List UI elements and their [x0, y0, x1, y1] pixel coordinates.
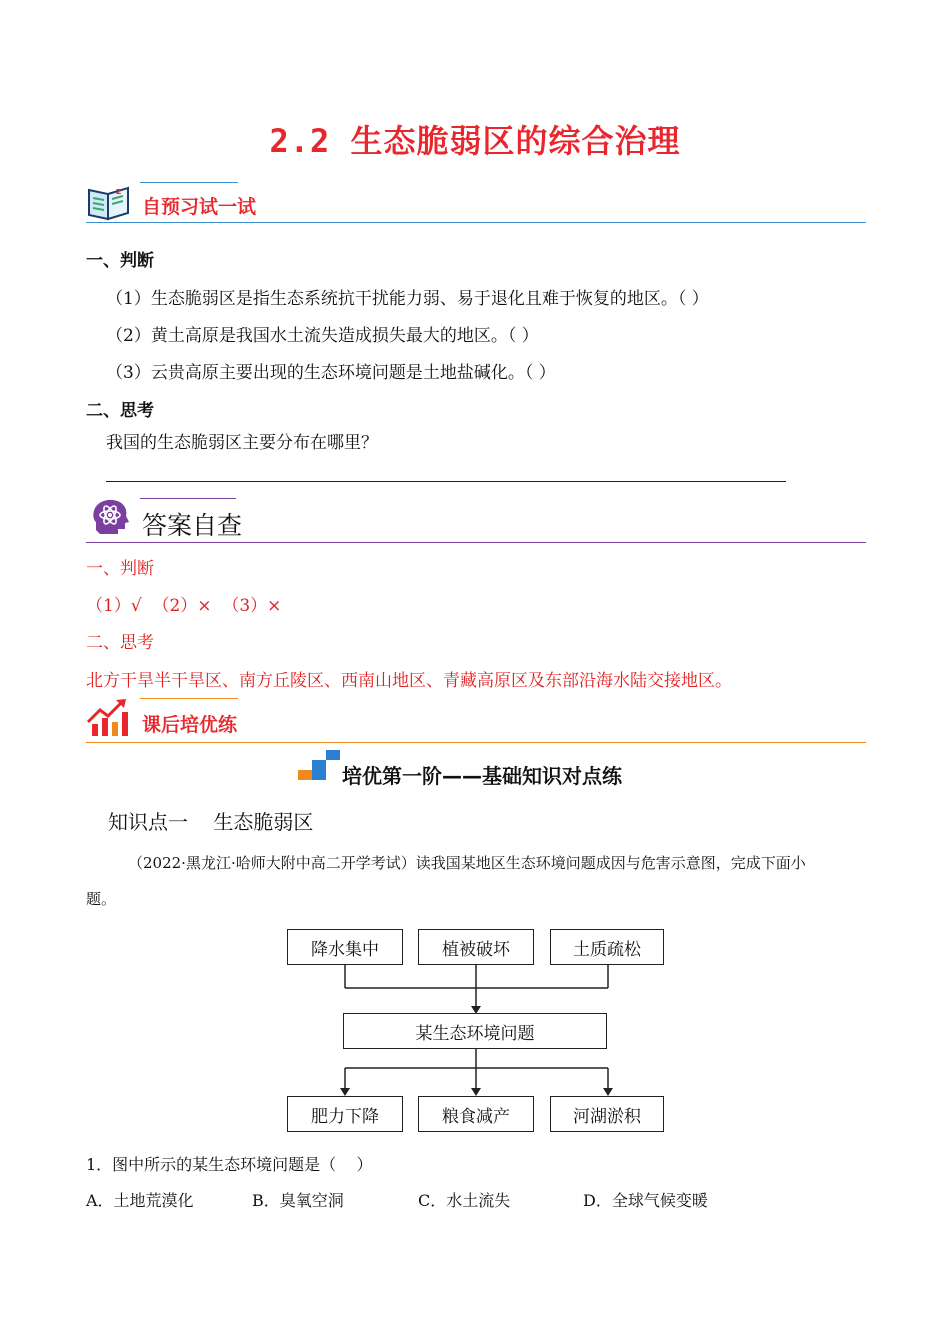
preview-item-2: （2）黄土高原是我国水土流失造成损失最大的地区。（ ）	[106, 326, 539, 346]
preview-heading: 自预习试一试	[142, 196, 257, 218]
preview-part2-label: 二、思考	[86, 401, 154, 421]
option-c[interactable]: C．水土流失	[418, 1191, 511, 1210]
cause-box-2: 植被破坏	[418, 929, 534, 965]
preview-divider	[86, 222, 866, 223]
preview-item-1: （1）生态脆弱区是指生态系统抗干扰能力弱、易于退化且难于恢复的地区。（ ）	[106, 289, 709, 309]
stage-title: 培优第一阶——基础知识对点练	[342, 764, 622, 788]
stairs-icon	[298, 750, 340, 782]
preview-question: 我国的生态脆弱区主要分布在哪里？	[106, 433, 378, 453]
preview-part1-label: 一、判断	[86, 251, 154, 271]
answer-text: 北方干旱半干旱区、南方丘陵区、西南山地区、青藏高原区及东部沿海水陆交接地区。	[86, 671, 732, 691]
source-line-1: （2022·黑龙江·哈师大附中高二开学考试）读我国某地区生态环境问题成因与危害示意图，完成下面小	[128, 854, 806, 872]
preview-top-line	[140, 182, 238, 183]
svg-text:z: z	[116, 187, 122, 197]
source-line-2: 题。	[86, 890, 117, 908]
answer-top-line	[140, 498, 236, 499]
preview-item-3: （3）云贵高原主要出现的生态环境问题是土地盐碱化。（ ）	[106, 363, 556, 383]
answer-part1-label: 一、判断	[86, 559, 154, 579]
answer-heading: 答案自查	[142, 511, 243, 540]
option-a[interactable]: A．土地荒漠化	[86, 1191, 194, 1210]
question-1: 1．图中所示的某生态环境问题是（ ）	[86, 1155, 373, 1174]
knowledge-point: 知识点一 生态脆弱区	[108, 810, 314, 834]
effect-box-2: 粮食减产	[418, 1096, 534, 1132]
answer-judgements: （1）√ （2）× （3）×	[86, 596, 282, 616]
growth-chart-icon	[86, 696, 130, 738]
answer-part2-label: 二、思考	[86, 633, 154, 653]
practice-top-line	[140, 698, 238, 699]
practice-divider	[86, 742, 866, 743]
option-d[interactable]: D．全球气候变暖	[583, 1191, 708, 1210]
page-title: 2.2 生态脆弱区的综合治理	[269, 122, 681, 160]
answer-blank-line[interactable]	[106, 481, 786, 482]
answer-divider	[86, 542, 866, 543]
center-problem-box: 某生态环境问题	[343, 1013, 607, 1049]
practice-heading: 课后培优练	[142, 714, 238, 736]
option-b[interactable]: B．臭氧空洞	[252, 1191, 344, 1210]
cause-box-1: 降水集中	[287, 929, 403, 965]
book-icon	[86, 182, 132, 222]
effect-box-1: 肥力下降	[287, 1096, 403, 1132]
effect-box-3: 河湖淤积	[550, 1096, 664, 1132]
brain-atom-icon	[88, 494, 132, 538]
cause-box-3: 土质疏松	[550, 929, 664, 965]
